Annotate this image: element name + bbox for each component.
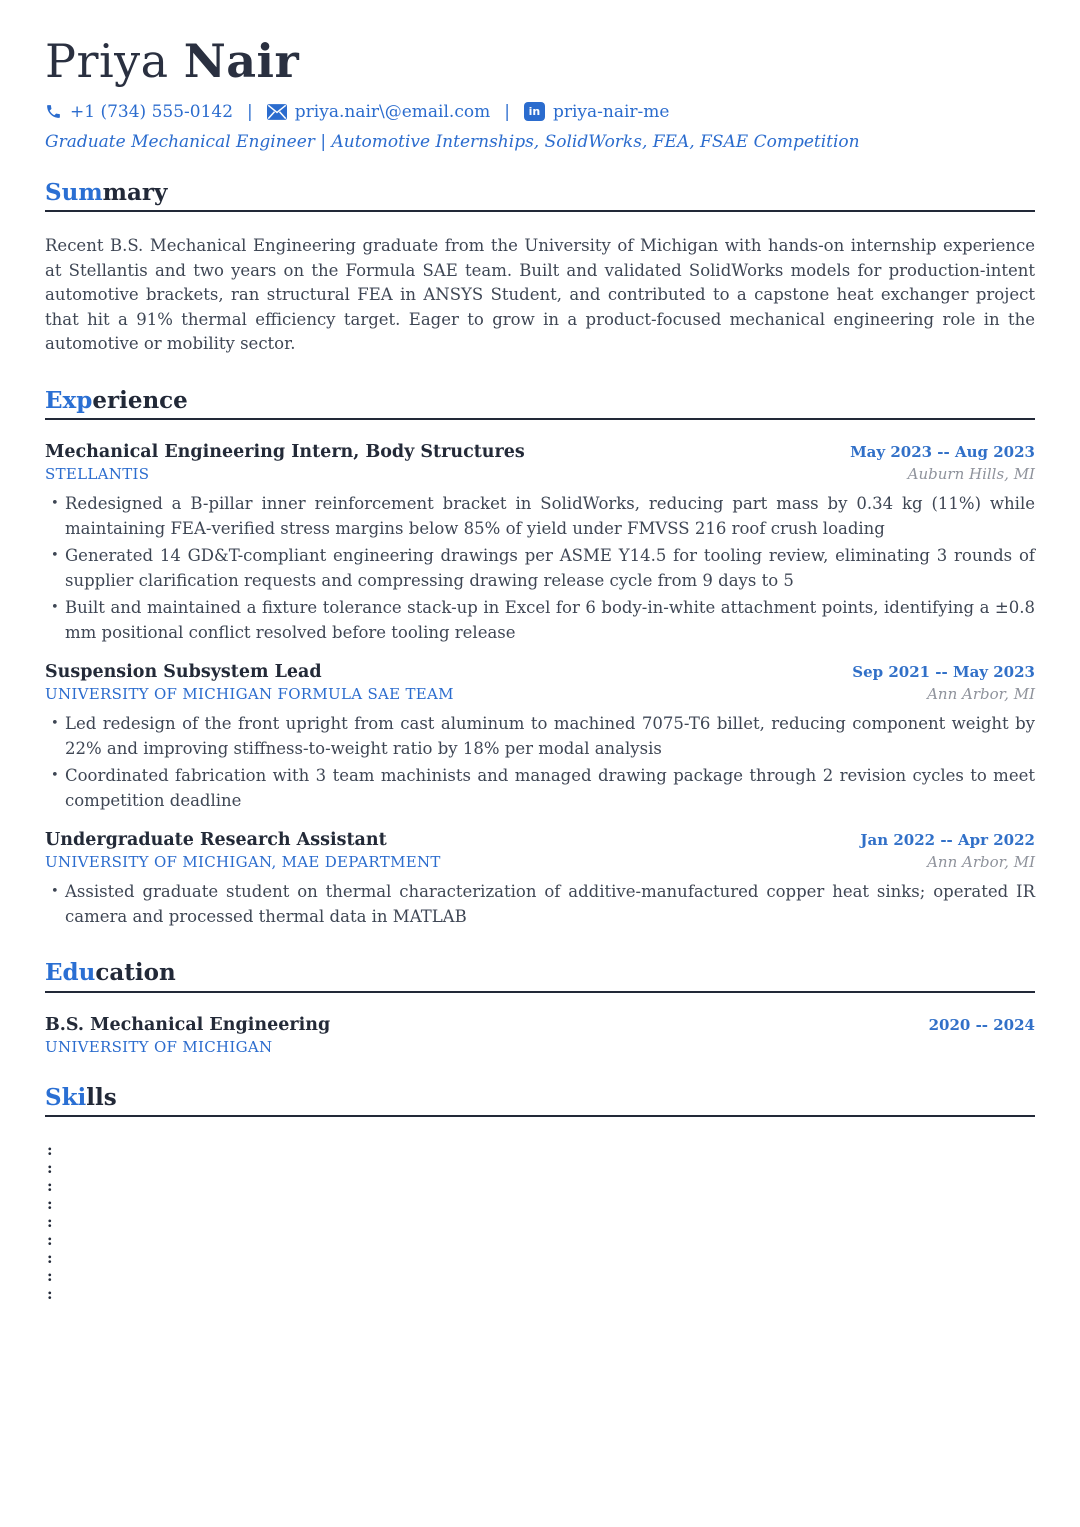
email-icon [267, 104, 287, 120]
job-dates: Sep 2021 -- May 2023 [852, 663, 1035, 682]
summary-heading-rest: mary [102, 178, 168, 206]
job-title: Undergraduate Research Assistant [45, 830, 387, 851]
linkedin-icon: in [524, 102, 545, 121]
section-rule [45, 418, 1035, 420]
contact-separator: | [247, 101, 253, 122]
section-rule [45, 991, 1035, 993]
skill-line: : [47, 1159, 53, 1178]
company-name: UNIVERSITY OF MICHIGAN FORMULA SAE TEAM [45, 685, 454, 704]
bullet-item: • Generated 14 GD&T-compliant engineering drawings per ASME Y14.5 for tooling review, eliminating 3 rounds of supplier clarification requests and compressing drawing release cycle from 9 days to 5 [45, 544, 1035, 593]
summary-heading-accent: Sum [45, 178, 103, 206]
bullet-list [45, 712, 1035, 813]
bullet-item: • Led redesign of the front upright from cast aluminum to machined 7075-T6 billet, reducing component weight by 22% and improving stiffness-to-weight ratio by 18% per modal analysis [45, 712, 1035, 761]
education-heading-rest: cation [95, 959, 176, 987]
bullet-item: • Coordinated fabrication with 3 team machinists and managed drawing package through 2 revision cycles to meet competition deadline [45, 764, 1035, 813]
bullet-item: • Redesigned a B-pillar inner reinforcement bracket in SolidWorks, reducing part mass by 0.34 kg (11%) while maintaining FEA-verified stress margins below 85% of yield under FMVSS 216 roof crush loading [45, 492, 1035, 541]
bullet-item: • Built and maintained a fixture tolerance stack-up in Excel for 6 body-in-white attachment points, identifying a ±0.8 mm positional conflict resolved before tooling release [45, 596, 1035, 645]
skills-list [45, 1141, 1035, 1303]
entry-meta-row [45, 1035, 1035, 1056]
email-link[interactable] [267, 102, 490, 122]
contact-row [45, 102, 1035, 122]
section-rule [45, 210, 1035, 212]
resume-header [45, 36, 1035, 152]
entry-meta-row [45, 850, 1035, 871]
entry-meta-row [45, 462, 1035, 483]
job-location: Ann Arbor, MI [927, 853, 1035, 872]
entry-meta-row [45, 682, 1035, 703]
education-heading-accent: Edu [45, 959, 96, 987]
bullet-list [45, 492, 1035, 645]
linkedin-text: priya-nair-me [552, 101, 670, 122]
bullet-item: • Assisted graduate student on thermal characterization of additive-manufactured copper heat sinks; operated IR camera and processed thermal data in MATLAB [45, 880, 1035, 929]
tagline: Graduate Mechanical Engineer | Automotive Internships, SolidWorks, FEA, FSAE Competition [45, 131, 860, 152]
skill-line: : [47, 1267, 53, 1286]
skill-line: : [47, 1213, 53, 1232]
experience-entry [45, 442, 1035, 645]
summary-paragraph: Recent B.S. Mechanical Engineering graduate from the University of Michigan with hands-on internship experience at Stellantis and two years on the Formula SAE team. Built and validated SolidWorks models for production-intent automotive brackets, ran structural FEA in ANSYS Student, and contributed to a capstone heat exchanger project that hit a 91% thermal efficiency target. Eager to grow in a product-focused mechanical engineering role in the automotive or mobility sector. [45, 236, 1035, 354]
skill-line: : [47, 1195, 53, 1214]
skill-line: : [47, 1249, 53, 1268]
summary-heading [45, 179, 1035, 207]
section-skills [45, 1084, 1035, 1304]
first-name: Priya [45, 34, 169, 88]
phone-link[interactable] [45, 102, 233, 122]
experience-entry [45, 830, 1035, 929]
entry-title-row [45, 830, 1035, 850]
skill-line: : [47, 1285, 53, 1304]
experience-entry [45, 662, 1035, 813]
phone-icon [45, 103, 62, 120]
job-dates: Jan 2022 -- Apr 2022 [860, 831, 1035, 850]
experience-heading-rest: erience [92, 386, 188, 414]
linkedin-link[interactable] [524, 102, 670, 122]
experience-heading [45, 387, 1035, 415]
entry-title-row [45, 442, 1035, 462]
company-name: STELLANTIS [45, 465, 150, 484]
contact-separator: | [504, 101, 510, 122]
section-experience [45, 387, 1035, 930]
skill-line: : [47, 1141, 53, 1160]
school-name: UNIVERSITY OF MICHIGAN [45, 1037, 273, 1056]
education-dates: 2020 -- 2024 [928, 1015, 1035, 1034]
person-name [45, 36, 1035, 88]
skill-line: : [47, 1177, 53, 1196]
degree-title: B.S. Mechanical Engineering [45, 1014, 331, 1035]
phone-text: +1 (734) 555-0142 [70, 101, 234, 122]
skills-heading [45, 1084, 1035, 1112]
skills-heading-accent: Ski [45, 1083, 87, 1111]
entry-title-row [45, 662, 1035, 682]
job-title: Mechanical Engineering Intern, Body Structures [45, 442, 525, 463]
experience-heading-accent: Exp [45, 386, 93, 414]
section-rule [45, 1115, 1035, 1117]
job-location: Auburn Hills, MI [907, 465, 1035, 484]
skill-line: : [47, 1231, 53, 1250]
section-summary [45, 179, 1035, 357]
job-title: Suspension Subsystem Lead [45, 662, 322, 683]
section-education [45, 959, 1035, 1056]
skills-heading-rest: lls [86, 1083, 117, 1111]
company-name: UNIVERSITY OF MICHIGAN, MAE DEPARTMENT [45, 853, 441, 872]
entry-title-row [45, 1015, 1035, 1035]
education-entry [45, 1015, 1035, 1056]
last-name: Nair [183, 34, 300, 88]
job-location: Ann Arbor, MI [927, 685, 1035, 704]
bullet-list [45, 880, 1035, 929]
email-text: priya.nair\@email.com [294, 101, 491, 122]
job-dates: May 2023 -- Aug 2023 [850, 443, 1035, 462]
education-heading [45, 959, 1035, 987]
